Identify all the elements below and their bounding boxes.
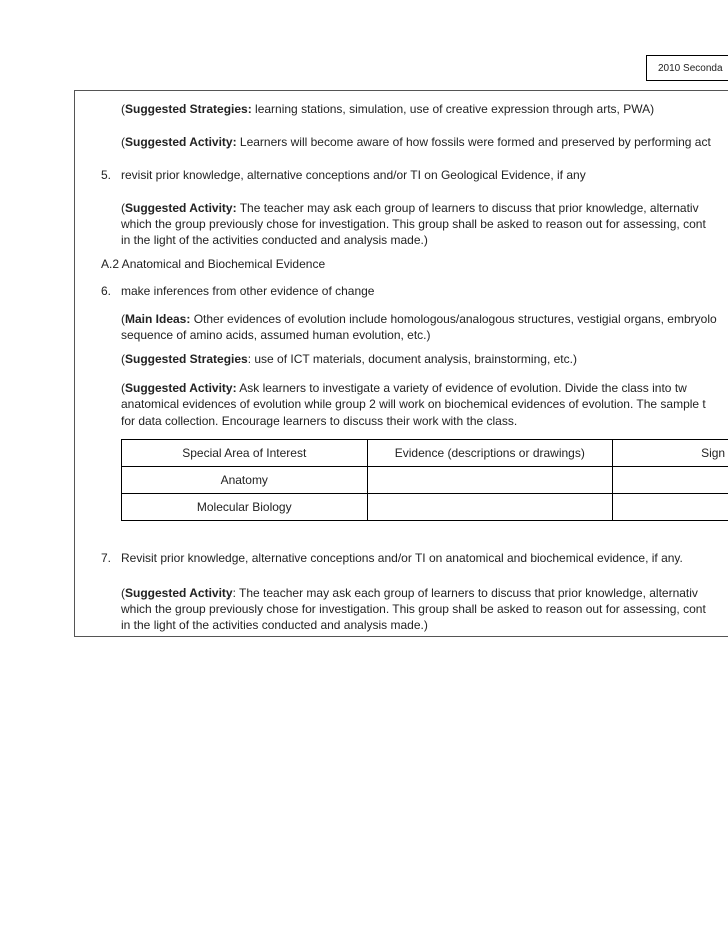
main-ideas-line: (Main Ideas: Other evidences of evolution include homologous/analogous structures, vestigial organs, embryolo: [121, 312, 717, 326]
table-cell: Anatomy: [122, 467, 368, 494]
table-cell: [613, 467, 728, 494]
item-number: 6.: [101, 284, 112, 298]
paragraph-line: anatomical evidences of evolution while group 2 will work on biochemical evidences of evolution. The sample t: [121, 397, 706, 411]
table-row: [122, 494, 728, 521]
suggested-activity-line: (Suggested Activity: The teacher may ask each group of learners to discuss that prior knowledge, alternativ: [121, 586, 698, 600]
table-header-cell: Sign: [613, 440, 728, 467]
item-6-text: make inferences from other evidence of change: [121, 284, 375, 298]
paragraph-line: which the group previously chose for investigation. This group shall be asked to reason out for assessing, cont: [121, 217, 706, 231]
table-header-cell: Evidence (descriptions or drawings): [367, 440, 613, 467]
paragraph-line: in the light of the activities conducted and analysis made.): [121, 233, 428, 247]
suggested-activity-line: (Suggested Activity: Ask learners to investigate a variety of evidence of evolution. Divide the class into tw: [121, 381, 687, 395]
table-cell: [367, 467, 613, 494]
table-header-row: [122, 440, 728, 467]
suggested-activity-line: (Suggested Activity: Learners will become aware of how fossils were formed and preserved by performing act: [121, 135, 711, 149]
item-7-text: Revisit prior knowledge, alternative conceptions and/or TI on anatomical and biochemical evidence, if any.: [121, 551, 683, 565]
section-heading: A.2 Anatomical and Biochemical Evidence: [101, 257, 326, 271]
document-header-label: 2010 Seconda: [646, 55, 728, 81]
suggested-activity-line: (Suggested Activity: The teacher may ask each group of learners to discuss that prior knowledge, alternativ: [121, 201, 699, 215]
table-cell: Molecular Biology: [122, 494, 368, 521]
table-row: [122, 467, 728, 494]
item-number: 7.: [101, 551, 112, 565]
suggested-strategies-line: (Suggested Strategies: use of ICT materials, document analysis, brainstorming, etc.): [121, 352, 577, 366]
paragraph-line: sequence of amino acids, assumed human evolution, etc.): [121, 328, 431, 342]
table-cell: [367, 494, 613, 521]
table-cell: [613, 494, 728, 521]
suggested-strategies-line: (Suggested Strategies: learning stations, simulation, use of creative expression through arts, PWA): [121, 102, 655, 116]
table-header-cell: Special Area of Interest: [122, 440, 368, 467]
paragraph-line: for data collection. Encourage learners to discuss their work with the class.: [121, 414, 518, 428]
paragraph-line: which the group previously chose for investigation. This group shall be asked to reason out for assessing, cont: [121, 602, 706, 616]
item-5-text: revisit prior knowledge, alternative conceptions and/or TI on Geological Evidence, if any: [121, 168, 586, 182]
paragraph-line: in the light of the activities conducted and analysis made.): [121, 618, 428, 632]
item-number: 5.: [101, 168, 112, 182]
evidence-table: [121, 439, 728, 521]
